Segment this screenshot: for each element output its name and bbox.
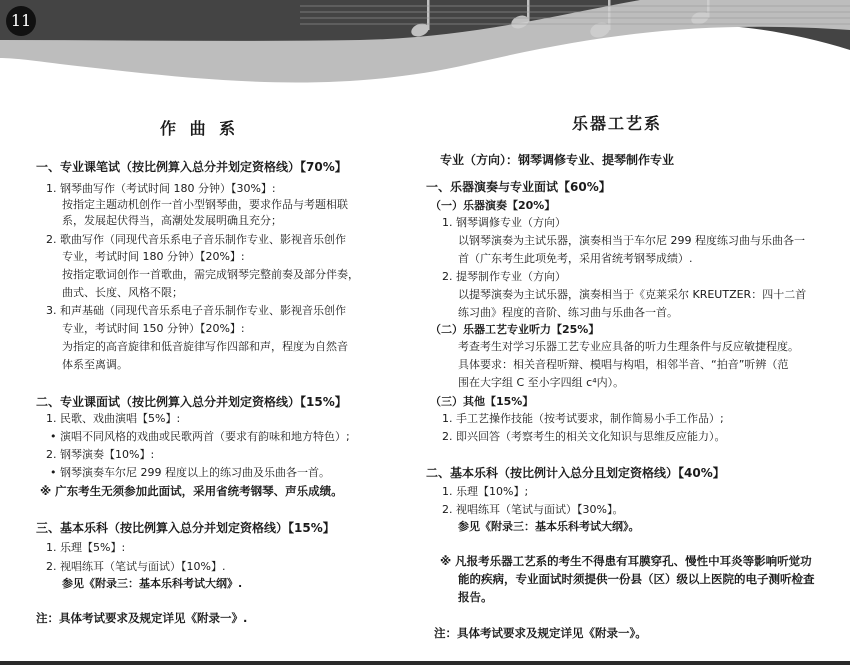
section-heading: 一、专业课笔试（按比例算入总分并划定资格线）【70%】 <box>36 160 347 174</box>
note-text: ※ 广东考生无须参加此面试，采用省统考钢琴、声乐成绩。 <box>40 484 343 498</box>
item-text: • 演唱不同风格的戏曲或民歌两首（要求有韵味和地方特色）; <box>50 430 350 443</box>
item-text: 围在大字组 C 至小字四组 c⁴内）。 <box>458 376 625 389</box>
item-text: 参见《附录三：基本乐科考试大纲》. <box>62 577 243 590</box>
list-item: 1. 钢琴调修专业（方向） <box>442 216 566 229</box>
item-text: 专业，考试时间 150 分钟）【20%】: <box>62 322 245 335</box>
item-text: 系，发展起伏得当，高潮处发展明确且充分； <box>62 214 282 227</box>
item-text: 为指定的高音旋律和低音旋律写作四部和声，程度为自然音 <box>62 340 348 353</box>
list-item: 2. 钢琴演奏【10%】: <box>46 448 155 461</box>
item-text: • 钢琴演奏车尔尼 299 程度以上的练习曲及乐曲各一首。 <box>50 466 330 479</box>
list-item: 2. 提琴制作专业（方向） <box>442 270 566 283</box>
section-heading: 三、基本乐科（按比例算入总分并划定资格线）【15%】 <box>36 521 335 535</box>
item-text: 具体要求：相关音程听辩、模唱与构唱，相邻半音、“拍音”听辨（范 <box>458 358 789 371</box>
item-text: 专业，考试时间 180 分钟）【20%】: <box>62 250 245 263</box>
dept-title-composition: 作 曲 系 <box>160 119 240 138</box>
item-text: 练习曲》程度的音阶、练习曲与乐曲各一首。 <box>458 306 678 319</box>
item-text: 按指定歌词创作一首歌曲，需完成钢琴完整前奏及部分伴奏， <box>62 268 359 281</box>
item-text: 体系至离调。 <box>62 358 128 371</box>
list-item: 3. 和声基础（同现代音乐系电子音乐制作专业、影视音乐创作 <box>46 304 346 317</box>
item-text: 考查考生对学习乐器工艺专业应具备的听力生理条件与反应敏捷程度。 <box>458 340 799 353</box>
footnote: 注：具体考试要求及规定详见《附录一》。 <box>434 626 647 640</box>
note-text: ※ 凡报考乐器工艺系的考生不得患有耳膜穿孔、慢性中耳炎等影响听觉功 <box>440 554 812 568</box>
item-text: 曲式、长度、风格不限； <box>62 286 183 299</box>
list-item: 2. 即兴回答（考察考生的相关文化知识与思维反应能力）。 <box>442 430 726 443</box>
list-item: 1. 乐理【5%】: <box>46 541 126 554</box>
list-item: 2. 视唱练耳（笔试与面试）【10%】. <box>46 560 226 573</box>
section-heading: 二、专业课面试（按比例算入总分并划定资格线）【15%】 <box>36 395 347 409</box>
header-banner <box>0 0 850 120</box>
list-item: 1. 乐理【10%】; <box>442 485 529 498</box>
item-text: 以钢琴演奏为主试乐器，演奏相当于车尔尼 299 程度练习曲与乐曲各一 <box>458 234 805 247</box>
footer-bar <box>0 661 850 665</box>
dept-title-instrument-craft: 乐器工艺系 <box>572 114 663 133</box>
subsection-heading: （三）其他【15%】 <box>430 395 534 408</box>
list-item: 1. 手工艺操作技能（按考试要求，制作简易小手工作品）; <box>442 412 724 425</box>
subsection-heading: （二）乐器工艺专业听力【25%】 <box>430 323 600 336</box>
subsection-heading: （一）乐器演奏【20%】 <box>430 199 556 212</box>
item-text: 按指定主题动机创作一首小型钢琴曲，要求作品与考题相联 <box>62 198 348 211</box>
major-subtitle: 专业（方向）：钢琴调修专业、提琴制作专业 <box>440 153 675 167</box>
item-text: 参见《附录三：基本乐科考试大纲》。 <box>458 520 640 533</box>
section-heading: 一、乐器演奏与专业面试【60%】 <box>426 180 611 194</box>
item-text: 首（广东考生此项免考，采用省统考钢琴成绩）. <box>458 252 693 265</box>
section-heading: 二、基本乐科（按比例计入总分且划定资格线）【40%】 <box>426 466 725 480</box>
list-item: 1. 钢琴曲写作（考试时间 180 分钟）【30%】: <box>46 182 276 195</box>
item-text: 以提琴演奏为主试乐器，演奏相当于《克莱采尔 KREUTZER：四十二首 <box>458 288 807 301</box>
note-text: 报告。 <box>458 590 493 604</box>
list-item: 2. 歌曲写作（同现代音乐系电子音乐制作专业、影视音乐创作 <box>46 233 346 246</box>
note-text: 能的疾病，专业面试时须提供一份县（区）级以上医院的电子测听检查 <box>458 572 815 586</box>
page-number-badge: 11 <box>6 6 36 36</box>
list-item: 1. 民歌、戏曲演唱【5%】: <box>46 412 181 425</box>
list-item: 2. 视唱练耳（笔试与面试）【30%】。 <box>442 503 624 516</box>
footnote: 注：具体考试要求及规定详见《附录一》. <box>36 611 248 625</box>
